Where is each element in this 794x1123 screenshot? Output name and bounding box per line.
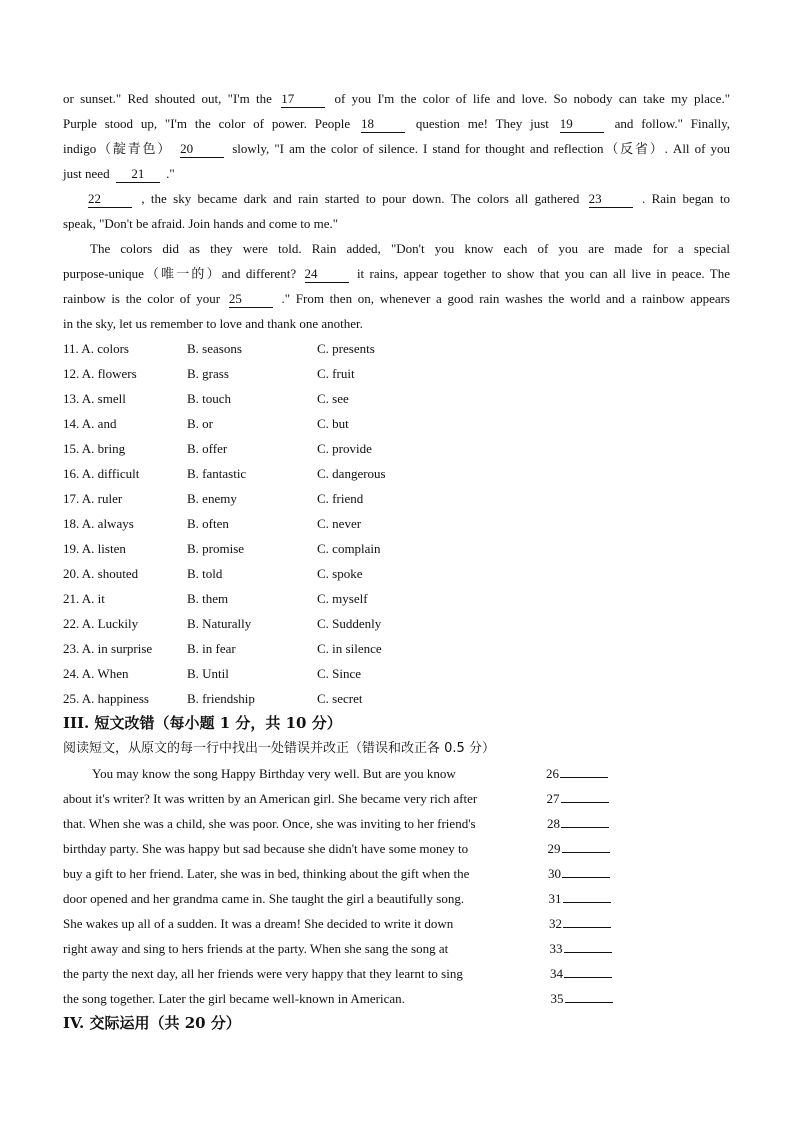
option-row bbox=[63, 536, 730, 561]
error-line bbox=[63, 936, 730, 961]
option-a: 21. A. it bbox=[63, 591, 105, 606]
section-4-heading: IV. 交际运用（共 20 分） bbox=[63, 1014, 241, 1032]
option-b: B. grass bbox=[187, 366, 229, 381]
blank-25: 25 bbox=[229, 291, 273, 308]
option-row bbox=[63, 561, 730, 586]
passage-line bbox=[63, 286, 730, 311]
passage-line bbox=[63, 311, 730, 336]
option-b: B. fantastic bbox=[187, 466, 247, 481]
section-3-instruction: 阅读短文，从原文的每一行中找出一处错误并改正（错误和改正各 0.5 分） bbox=[63, 741, 495, 756]
blank-19: 19 bbox=[560, 116, 604, 133]
option-c: C. in silence bbox=[317, 641, 382, 656]
option-b: B. touch bbox=[187, 391, 232, 406]
answer-underline[interactable] bbox=[564, 938, 612, 953]
option-row bbox=[63, 436, 730, 461]
passage-text: or sunset." Red shouted out, "I'm the bbox=[63, 91, 272, 106]
option-row bbox=[63, 661, 730, 686]
option-c: C. provide bbox=[317, 441, 372, 456]
option-row bbox=[63, 411, 730, 436]
option-a: 23. A. in surprise bbox=[63, 641, 153, 656]
error-line bbox=[63, 911, 730, 936]
option-c: C. friend bbox=[317, 491, 364, 506]
passage-text: slowly, "I am the color of silence. I stand for thought and reflection（反省）. All of you bbox=[232, 141, 730, 156]
error-line-text: the song together. Later the girl became well-known in American. bbox=[63, 991, 405, 1006]
error-line bbox=[63, 836, 730, 861]
answer-number: 34 bbox=[550, 966, 563, 981]
passage-text: speak, "Don't be afraid. Join hands and come to me." bbox=[63, 216, 339, 231]
option-b: B. them bbox=[187, 591, 229, 606]
passage-text: . Rain began to bbox=[642, 191, 730, 206]
option-row bbox=[63, 336, 730, 361]
answer-blank[interactable] bbox=[547, 786, 609, 811]
passage-text: in the sky, let us remember to love and thank one another. bbox=[63, 316, 363, 331]
option-a: 20. A. shouted bbox=[63, 566, 139, 581]
answer-underline[interactable] bbox=[564, 963, 612, 978]
option-row bbox=[63, 461, 730, 486]
option-a: 14. A. and bbox=[63, 416, 117, 431]
error-line bbox=[63, 761, 730, 786]
option-b: B. or bbox=[187, 416, 213, 431]
option-row bbox=[63, 511, 730, 536]
blank-17: 17 bbox=[281, 91, 325, 108]
answer-number: 35 bbox=[550, 991, 564, 1006]
option-c: C. myself bbox=[317, 591, 368, 606]
option-a: 13. A. smell bbox=[63, 391, 126, 406]
passage-line bbox=[63, 186, 730, 211]
passage-text: The colors did as they were told. Rain added, "Don't you know each of you are made for a special bbox=[90, 241, 730, 256]
option-b: B. offer bbox=[187, 441, 228, 456]
option-a: 17. A. ruler bbox=[63, 491, 123, 506]
answer-number: 32 bbox=[549, 916, 562, 931]
error-line-text: about it's writer? It was written by an American girl. She became very rich after bbox=[63, 791, 478, 806]
answer-underline[interactable] bbox=[560, 763, 608, 778]
passage-text: ." From then on, whenever a good rain washes the world and a rainbow appears bbox=[281, 291, 730, 306]
answer-underline[interactable] bbox=[563, 913, 611, 928]
passage-text: indigo（靛青色） bbox=[63, 141, 173, 156]
answer-number: 31 bbox=[548, 891, 562, 906]
option-c: C. Suddenly bbox=[317, 616, 382, 631]
passage-text: rainbow is the color of your bbox=[63, 291, 221, 306]
section-3-heading: III. 短文改错（每小题 1 分，共 10 分） bbox=[63, 714, 342, 732]
answer-number: 29 bbox=[547, 841, 561, 856]
option-a: 15. A. bring bbox=[63, 441, 126, 456]
passage-text: and follow." Finally, bbox=[614, 116, 731, 131]
passage-line bbox=[63, 261, 730, 286]
answer-underline[interactable] bbox=[561, 788, 609, 803]
error-line bbox=[63, 986, 730, 1011]
option-c: C. dangerous bbox=[317, 466, 386, 481]
passage-line bbox=[63, 86, 730, 111]
error-line bbox=[63, 961, 730, 986]
blank-21: 21 bbox=[116, 166, 160, 183]
option-c: C. presents bbox=[317, 341, 375, 356]
answer-number: 27 bbox=[546, 791, 560, 806]
blank-22: 22 bbox=[88, 191, 132, 208]
passage-text: purpose-unique（唯一的）and different? bbox=[63, 266, 297, 281]
option-c: C. fruit bbox=[317, 366, 355, 381]
option-b: B. often bbox=[187, 516, 229, 531]
passage-text: Purple stood up, "I'm the color of power. People bbox=[63, 116, 351, 131]
option-row bbox=[63, 586, 730, 611]
answer-blank[interactable] bbox=[547, 811, 609, 836]
option-c: C. never bbox=[317, 516, 362, 531]
error-line bbox=[63, 811, 730, 836]
passage-line bbox=[63, 136, 730, 161]
option-row bbox=[63, 361, 730, 386]
option-c: C. secret bbox=[317, 691, 363, 706]
option-a: 12. A. flowers bbox=[63, 366, 137, 381]
error-correction-list bbox=[63, 761, 730, 1011]
option-row bbox=[63, 636, 730, 661]
blank-24: 24 bbox=[305, 266, 349, 283]
exam-page bbox=[63, 86, 730, 1036]
option-b: B. Until bbox=[187, 666, 229, 681]
answer-blank[interactable] bbox=[550, 961, 612, 986]
answer-blank[interactable] bbox=[549, 911, 611, 936]
option-row bbox=[63, 386, 730, 411]
blank-23: 23 bbox=[589, 191, 633, 208]
option-b: B. in fear bbox=[187, 641, 236, 656]
option-c: C. Since bbox=[317, 666, 362, 681]
answer-blank[interactable] bbox=[548, 836, 610, 861]
passage-text: , the sky became dark and rain started to pour down. The colors all gathered bbox=[141, 191, 580, 206]
error-line-text: that. When she was a child, she was poor. Once, she was inviting to her friend's bbox=[63, 816, 476, 831]
option-c: C. see bbox=[317, 391, 349, 406]
blank-20: 20 bbox=[180, 141, 224, 158]
answer-underline[interactable] bbox=[563, 888, 611, 903]
option-a: 16. A. difficult bbox=[63, 466, 140, 481]
option-row bbox=[63, 611, 730, 636]
option-a: 18. A. always bbox=[63, 516, 134, 531]
passage-text: it rains, appear together to show that you can all live in peace. The bbox=[356, 266, 730, 281]
answer-number: 26 bbox=[546, 766, 559, 781]
option-a: 19. A. listen bbox=[63, 541, 126, 556]
answer-underline[interactable] bbox=[562, 838, 610, 853]
option-c: C. complain bbox=[317, 541, 381, 556]
option-b: B. seasons bbox=[187, 341, 242, 356]
passage-line bbox=[63, 111, 730, 136]
option-b: B. promise bbox=[187, 541, 245, 556]
passage-text: of you I'm the color of life and love. So nobody can take my place." bbox=[334, 91, 731, 106]
answer-blank[interactable] bbox=[546, 761, 608, 786]
option-b: B. friendship bbox=[187, 691, 255, 706]
blank-18: 18 bbox=[361, 116, 405, 133]
error-line-text: door opened and her grandma came in. She taught the girl a beautifully song. bbox=[63, 891, 465, 906]
answer-blank[interactable] bbox=[551, 986, 613, 1011]
error-line-text: the party the next day, all her friends were very happy that they learnt to sing bbox=[63, 966, 463, 981]
answer-blank[interactable] bbox=[549, 886, 611, 911]
answer-blank[interactable] bbox=[550, 936, 612, 961]
answer-underline[interactable] bbox=[561, 813, 609, 828]
error-line-text: birthday party. She was happy but sad because she didn't have some money to bbox=[63, 841, 469, 856]
option-b: B. enemy bbox=[187, 491, 237, 506]
error-line-text: right away and sing to hers friends at the party. When she sang the song at bbox=[63, 941, 449, 956]
passage-text: ." bbox=[166, 166, 175, 181]
error-line-text: She wakes up all of a sudden. It was a dream! She decided to write it down bbox=[63, 916, 454, 931]
answer-blank[interactable] bbox=[548, 861, 610, 886]
answer-number: 30 bbox=[548, 866, 561, 881]
error-line-text: You may know the song Happy Birthday very well. But are you know bbox=[92, 766, 456, 781]
passage-text: just need bbox=[63, 166, 110, 181]
option-a: 11. A. colors bbox=[63, 341, 129, 356]
answer-number: 33 bbox=[549, 941, 563, 956]
error-line bbox=[63, 886, 730, 911]
option-a: 25. A. happiness bbox=[63, 691, 149, 706]
option-row bbox=[63, 686, 730, 711]
option-b: B. told bbox=[187, 566, 223, 581]
option-b: B. Naturally bbox=[187, 616, 252, 631]
error-line-text: buy a gift to her friend. Later, she was in bed, thinking about the gift when the bbox=[63, 866, 470, 881]
options-list bbox=[63, 336, 730, 711]
passage-line bbox=[63, 211, 730, 236]
passage-line bbox=[63, 161, 730, 186]
option-a: 22. A. Luckily bbox=[63, 616, 139, 631]
option-c: C. but bbox=[317, 416, 349, 431]
passage-line bbox=[63, 236, 730, 261]
error-line bbox=[63, 861, 730, 886]
error-line bbox=[63, 786, 730, 811]
answer-underline[interactable] bbox=[562, 863, 610, 878]
option-a: 24. A. When bbox=[63, 666, 129, 681]
passage-text: question me! They just bbox=[415, 116, 549, 131]
answer-underline[interactable] bbox=[565, 988, 613, 1003]
option-c: C. spoke bbox=[317, 566, 363, 581]
answer-number: 28 bbox=[547, 816, 560, 831]
option-row bbox=[63, 486, 730, 511]
